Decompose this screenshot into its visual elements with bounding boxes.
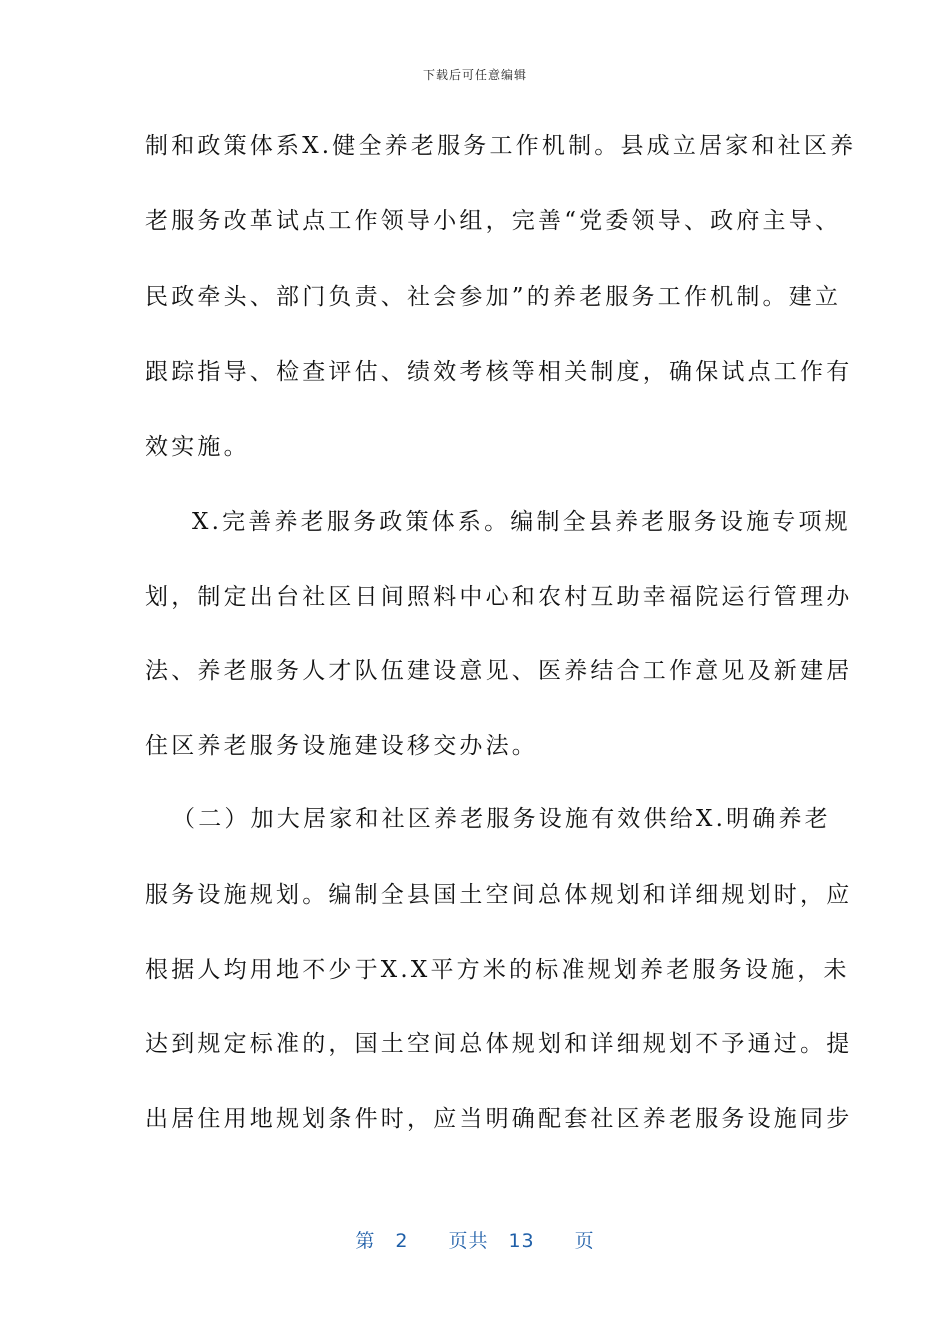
text-line: 老服务改革试点工作领导小组，完善“党委领导、政府主导、: [145, 208, 842, 234]
text-line: 法、养老服务人才队伍建设意见、医养结合工作意见及新建居: [145, 658, 853, 684]
page-footer: [0, 1226, 950, 1253]
text-line: 跟踪指导、检查评估、绩效考核等相关制度，确保试点工作有: [145, 359, 853, 385]
paragraph-first-line: X.完善养老服务政策体系。编制全县养老服务设施专项规: [192, 509, 851, 535]
section-heading-line: （二）加大居家和社区养老服务设施有效供给X.明确养老: [172, 806, 831, 832]
text-line: 出居住用地规划条件时，应当明确配套社区养老服务设施同步: [145, 1106, 853, 1132]
text-line: 划，制定出台社区日间照料中心和农村互助幸福院运行管理办: [145, 584, 853, 610]
footer-middle: 页共: [448, 1230, 489, 1252]
text-line: 民政牵头、部门负责、社会参加”的养老服务工作机制。建立: [145, 284, 842, 310]
text-line: 住区养老服务设施建设移交办法。: [145, 733, 538, 759]
footer-suffix: 页: [574, 1230, 595, 1252]
page-header: 下载后可任意编辑: [422, 68, 527, 82]
current-page-number: 2: [395, 1230, 409, 1252]
text-line: 制和政策体系X.健全养老服务工作机制。县成立居家和社区养: [145, 133, 857, 159]
text-line: 服务设施规划。编制全县国土空间总体规划和详细规划时，应: [145, 882, 853, 908]
text-line: 达到规定标准的，国土空间总体规划和详细规划不予通过。提: [145, 1031, 853, 1057]
total-pages-number: 13: [508, 1230, 535, 1252]
text-line: 效实施。: [145, 434, 250, 460]
text-line: 根据人均用地不少于X.X平方米的标准规划养老服务设施，未: [145, 957, 850, 983]
footer-prefix: 第: [355, 1230, 376, 1252]
